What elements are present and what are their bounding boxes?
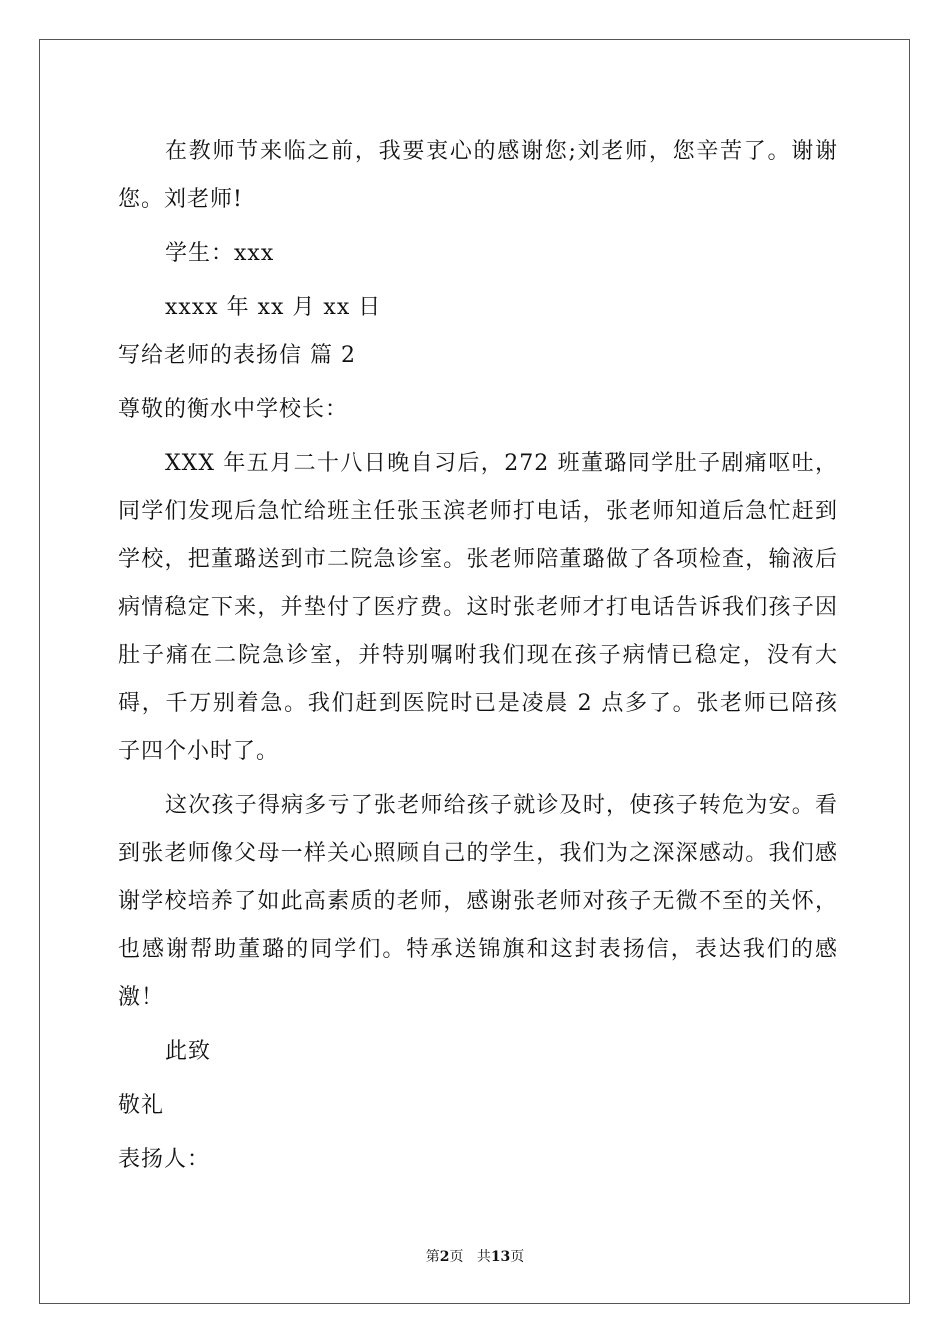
letter2-paragraph-1: XXX 年五月二十八日晚自习后，272 班董璐同学肚子剧痛呕吐，同学们发现后急忙给班主任张玉滨老师打电话，张老师知道后急忙赶到学校，把董璐送到市二院急诊室。张老师陪董璐做了各项检查，输液后病情稳定下来，并垫付了医疗费。这时张老师才打电话告诉我们孩子因肚子痛在二院急诊室，并特别嘱咐我们现在孩子病情已稳定，没有大碍，千万别着急。我们赶到医院时已是凌晨 2 点多了。张老师已陪孩子四个小时了。 — [118, 451, 838, 764]
letter1-date: xxxx 年 xx 月 xx 日 — [165, 295, 382, 320]
total-label-prefix: 共 — [476, 1249, 491, 1265]
letter2-closing-2: 敬礼 — [118, 1093, 165, 1118]
document-body — [118, 128, 838, 1184]
letter2-signature: 表扬人： — [118, 1147, 211, 1172]
page-current: 2 — [439, 1249, 450, 1265]
page-label-prefix: 第 — [425, 1249, 440, 1265]
letter2-salutation: 尊敬的衡水中学校长： — [118, 397, 349, 422]
page-footer — [0, 1248, 950, 1266]
section-title: 写给老师的表扬信 篇 2 — [118, 343, 356, 368]
page-total: 13 — [490, 1249, 511, 1265]
total-label-suffix: 页 — [510, 1249, 525, 1265]
letter1-body: 在教师节来临之前，我要衷心的感谢您;刘老师，您辛苦了。谢谢您。刘老师! — [118, 139, 838, 212]
letter1-student-signature: 学生：xxx — [165, 241, 275, 266]
page-label-mid: 页 — [449, 1249, 464, 1265]
letter2-closing-1: 此致 — [165, 1039, 212, 1064]
letter2-paragraph-2: 这次孩子得病多亏了张老师给孩子就诊及时，使孩子转危为安。看到张老师像父母一样关心照顾自己的学生，我们为之深深感动。我们感谢学校培养了如此高素质的老师，感谢张老师对孩子无微不至的关怀，也感谢帮助董璐的同学们。特承送锦旗和这封表扬信，表达我们的感激！ — [118, 793, 838, 1010]
